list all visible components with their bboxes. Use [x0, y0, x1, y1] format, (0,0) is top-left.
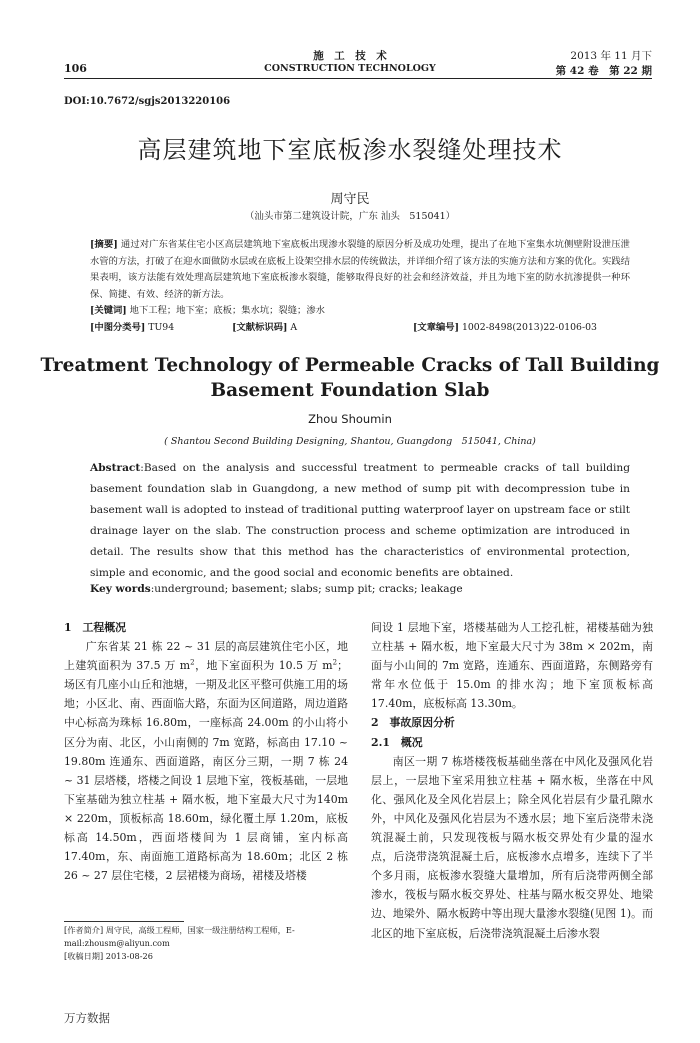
keywords-cn [90, 303, 630, 320]
abstract-cn [90, 237, 630, 303]
affiliation-cn: （汕头市第二建筑设计院，广东 汕头 515041） [244, 211, 456, 222]
classification-row [90, 320, 630, 337]
author-cn: 周守民 [330, 192, 370, 207]
para-part-b: ，地下室面积为 10.5 万 m [194, 659, 333, 673]
keywords-en-label: Key words [90, 583, 151, 595]
clc-label: [中图分类号] [90, 322, 146, 333]
issue-date: 2013 年 11 月下 [570, 50, 652, 62]
keywords-cn-label: [关键词] [90, 305, 127, 316]
header-rule [64, 78, 652, 79]
section-2-heading: 2 事故原因分析 [371, 716, 455, 730]
abstract-en [90, 458, 630, 584]
footnote-rule [64, 921, 184, 922]
author-en: Zhou Shoumin [308, 412, 392, 426]
abstract-cn-label: [摘要] [90, 239, 118, 250]
para-part-c: ；场区有几座小山丘和池塘，一期及北区平整可供施工用的场地；小区北、南、西面临大路，东面为区间道路，周边道路中心标高为珠标 16.80m，一座标高 24.00m 的小山将小区分为南、北区，小山南侧的 7m 宽路，标高由 17.10 ~ 19.80m 连通东、西面道路，南区分三期，一期 7 栋 24 ~ 31 层塔楼，塔楼之间设 1 层地下室，筏板基础，一层地下室基础为独立柱基 + 隔水板，地下室最大尺寸为140m × 220m，顶板标高 18.60m，绿化覆土厚 1.20m，底板标高 14.50m，西面塔楼间为 1 层商铺，室内标高 17.40m，东、南面施工道路标高为 18.60m；北区 2 栋 26 ~ 27 层住宅楼，2 层裙楼为商场，裙楼及塔楼 [64, 659, 348, 883]
para-part-a: 广东省某 21 栋 22 ~ 31 层的高层建筑住宅小区，地上建筑面积为 37.5 万 m [64, 640, 348, 673]
section-1-heading: 1 工程概况 [64, 621, 127, 634]
affiliation-en: ( Shantou Second Building Designing, Shantou, Guangdong 515041, China) [164, 436, 536, 447]
abstract-cn-text: 通过对广东省某住宅小区高层建筑地下室底板出现渗水裂缝的原因分析及成功处理，提出了在地下室集水坑侧壁附设泄压泄水管的方法，打破了在迎水面做防水层或在底板上设架空排水层的传统做法，并详细介绍了该方法的实施方法和方案的优化。实践结果表明，该方法能有效处理高层建筑地下室底板渗水裂缝，能够取得良好的社会和经济效益，并且为地下室的防水抗渗提供一种环保、简捷、有效、经济的新方法。 [90, 239, 630, 300]
doi: DOI:10.7672/sgjs2013220106 [64, 96, 231, 107]
doc-code-value: A [290, 322, 298, 333]
clc-value: TU94 [148, 322, 175, 333]
section-2-1-heading: 2.1 概况 [371, 735, 423, 749]
superscript-2: 2 [332, 658, 338, 667]
left-column [64, 618, 348, 885]
footnote-received-date: [收稿日期] 2013-08-26 [64, 951, 153, 961]
section-2-1-paragraph: 南区一期 7 栋塔楼筏板基础坐落在中风化及强风化岩层上，一层地下室采用独立柱基 + 隔水板，坐落在中风化、强风化及全风化岩层上；除全风化岩层有少量孔隙水外，中风化及强风化岩层为不透水层；地下室后浇带未浇筑混凝土前，只发现筏板与隔水板交界处有少量的湿水点，后浇带浇筑混凝土后，底板渗水点增多，连续下了半个多月雨，底板渗水裂缝大量增加，所有后浇带两侧全部渗水，筏板与隔水板交界处、柱基与隔水板交界处、地梁边、地梁外、隔水板跨中等出现大量渗水裂缝(见图 1)。而北区的地下室底板，后浇带浇筑混凝土后渗水裂 [371, 754, 653, 940]
keywords-en-text: :underground; basement; slabs; sump pit; cracks; leakage [150, 583, 463, 595]
watermark: 万方数据 [64, 1011, 110, 1025]
title-en-line1: Treatment Technology of Permeable Cracks of Tall Building [40, 355, 660, 376]
section-1-paragraph [64, 637, 348, 885]
section-1-continued: 间设 1 层地下室，塔楼基础为人工挖孔桩，裙楼基础为独立柱基 + 隔水板，地下室最大尺寸为 38m × 202m，南面与小山间的 7m 宽路，连通东、西面道路，东侧路旁有常年水位低于 15.0m 的排水沟；地下室顶板标高 17.40m，底板标高 13.30m。 [371, 621, 653, 711]
superscript-1: 2 [190, 658, 195, 667]
keywords-cn-text: 地下工程；地下室；底板；集水坑；裂缝；渗水 [129, 305, 325, 316]
abstract-en-text: :Based on the analysis and successful treatment to permeable cracks of tall building basement foundation slab in Guangdong, a new method of sump pit with decompression tube in basement wall is adopted to instead of traditional putting waterproof layer on upstream face or stilt drainage layer on the slab. The construction process and scheme optimization are introduced in detail. The results show that this method has the characteristics of environmental protection, simple and economic, and the good social and economic benefits are obtained. [90, 462, 630, 579]
doc-code-label: [文献标识码] [232, 322, 288, 333]
journal-name-en: CONSTRUCTION TECHNOLOGY [264, 63, 436, 74]
right-column [371, 618, 653, 943]
keywords-en [90, 579, 630, 600]
title-cn: 高层建筑地下室底板渗水裂缝处理技术 [137, 136, 563, 164]
title-en-line2: Basement Foundation Slab [210, 380, 490, 401]
page-number: 106 [64, 62, 87, 75]
article-number-value: 1002-8498(2013)22-0106-03 [461, 322, 597, 333]
article-number-label: [文章编号] [413, 322, 459, 333]
journal-name-cn: 施 工 技 术 [313, 50, 387, 62]
footnote [64, 924, 348, 963]
volume-issue: 第 42 卷 第 22 期 [555, 65, 652, 77]
abstract-en-label: Abstract [90, 462, 141, 474]
footnote-author-info: [作者简介] 周守民，高级工程师，国家一级注册结构工程师，E-mail:zhousm@aliyun.com [64, 925, 295, 948]
